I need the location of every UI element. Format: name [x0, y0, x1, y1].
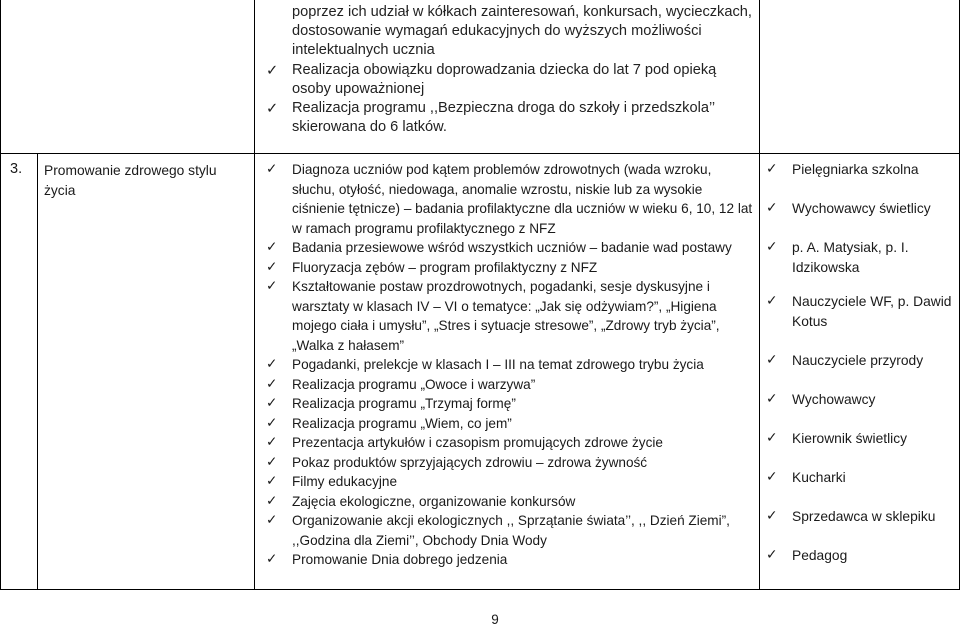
checkmark-icon: ✓	[266, 414, 278, 431]
checkmark-icon: ✓	[266, 453, 278, 470]
list-item: ✓ Realizacja obowiązku doprowadzania dziecka do lat 7 pod opieką osoby upoważnionej	[266, 61, 717, 97]
checkmark-icon: ✓	[266, 395, 278, 411]
list-item: ✓ Nauczyciele przyrody	[760, 351, 956, 371]
list-item: ✓ Promowanie Dnia dobrego jedzenia	[260, 550, 754, 570]
list-item: ✓ Kształtowanie postaw prozdrowotnych, pogadanki, sesje dyskusyjne i warsztaty w klasach IV – VI o tematyce: „Jak się odżywiam?”, „Higiena mojego ciała i umysłu”, „Stres i sytuacje stresowe”, „Zdrowy tryb życia”, „Walka z hałasem”	[266, 278, 720, 353]
responsible-cell	[760, 160, 956, 585]
checkmark-icon: ✓	[266, 356, 278, 372]
list-item: ✓ Fluoryzacja zębów – program profilaktyczny z NFZ	[260, 258, 754, 278]
page-number: 9	[491, 612, 499, 627]
list-item: ✓ Wychowawcy	[760, 390, 956, 410]
tasks-cell	[260, 160, 754, 570]
list-item: ✓ Pogadanki, prelekcje w klasach I – III na temat zdrowego trybu życia	[260, 355, 754, 375]
top-row-content	[260, 3, 754, 137]
checkmark-icon: ✓	[766, 200, 778, 216]
list-item: ✓ Wychowawcy świetlicy	[760, 199, 956, 219]
list-item: ✓ Prezentacja artykułów i czasopism promujących zdrowe życie	[260, 433, 754, 453]
checkmark-icon: ✓	[766, 293, 778, 309]
list-item: ✓ Filmy edukacyjne	[260, 472, 754, 492]
checkmark-icon: ✓	[266, 551, 278, 567]
list-item: ✓ Kucharki	[760, 468, 956, 488]
section-title: Promowanie zdrowego stylu życia	[44, 163, 217, 198]
list-item: ✓ Pedagog	[760, 546, 956, 566]
checkmark-icon: ✓	[766, 429, 778, 446]
list-item: ✓ Pokaz produktów sprzyjających zdrowiu – zdrowa żywność	[260, 453, 754, 473]
list-item: ✓ Realizacja programu „Trzymaj formę”	[260, 394, 754, 414]
list-item: ✓ Organizowanie akcji ekologicznych ,, Sprzątanie świata’’, ,, Dzień Ziemi”, ,,Godzina dla Ziemi’’, Obchody Dnia Wody	[266, 512, 730, 548]
checkmark-icon: ✓	[266, 278, 278, 294]
list-item: ✓ Realizacja programu „Owoce i warzywa”	[260, 375, 754, 395]
column-border-3	[254, 0, 255, 590]
checkmark-icon: ✓	[766, 507, 778, 524]
checkmark-icon: ✓	[266, 473, 278, 489]
top-checklist	[260, 61, 754, 138]
checkmark-icon: ✓	[766, 546, 778, 563]
checkmark-icon: ✓	[766, 390, 778, 407]
checkmark-icon: ✓	[266, 434, 278, 450]
checkmark-icon: ✓	[766, 351, 778, 368]
checkmark-icon: ✓	[766, 161, 778, 177]
row-border-2	[0, 589, 960, 590]
section-number: 3.	[10, 161, 23, 177]
list-item: ✓ Sprzedawca w sklepiku	[760, 507, 956, 527]
list-item: ✓ Nauczyciele WF, p. Dawid Kotus	[766, 293, 952, 329]
checkmark-icon: ✓	[266, 375, 278, 392]
list-item: ✓ Diagnoza uczniów pod kątem problemów zdrowotnych (wada wzroku, słuchu, otyłość, niedowaga, anomalie wzrostu, niskie lub za wysokie ciśnienie tętnicze) – badania profilaktyczne dla uczniów w wieku 6, 10, 12 lat w ramach programu profilaktycznego z NFZ	[266, 161, 753, 236]
checkmark-icon: ✓	[766, 468, 778, 485]
column-border-2	[37, 153, 38, 590]
responsible-checklist	[760, 160, 956, 565]
column-border-1	[0, 0, 1, 590]
checkmark-icon: ✓	[266, 100, 279, 118]
checkmark-icon: ✓	[766, 239, 778, 255]
list-item: ✓ Pielęgniarka szkolna	[760, 160, 956, 180]
row-border-1	[0, 153, 960, 154]
checkmark-icon: ✓	[266, 512, 278, 528]
list-item: ✓ Realizacja programu „Wiem, co jem”	[260, 414, 754, 434]
checkmark-icon: ✓	[266, 161, 278, 177]
checkmark-icon: ✓	[266, 239, 278, 255]
list-item: ✓ p. A. Matysiak, p. I. Idzikowska	[766, 239, 909, 275]
list-item: ✓ Realizacja programu ,,Bezpieczna droga do szkoły i przedszkola’’ skierowana do 6 latków.	[266, 100, 715, 136]
checkmark-icon: ✓	[266, 258, 278, 275]
list-item: ✓ Kierownik świetlicy	[760, 429, 956, 449]
list-item: ✓ Zajęcia ekologiczne, organizowanie konkursów	[260, 492, 754, 512]
checkmark-icon: ✓	[266, 61, 279, 79]
tasks-checklist	[260, 160, 754, 570]
checkmark-icon: ✓	[266, 492, 278, 509]
list-item: ✓ Badania przesiewowe wśród wszystkich uczniów – badanie wad postawy	[260, 238, 754, 258]
continuation-text: poprzez ich udział w kółkach zainteresowań, konkursach, wycieczkach, dostosowanie wymagań edukacyjnych do wyższych możliwości intelektualnych ucznia	[292, 4, 752, 59]
